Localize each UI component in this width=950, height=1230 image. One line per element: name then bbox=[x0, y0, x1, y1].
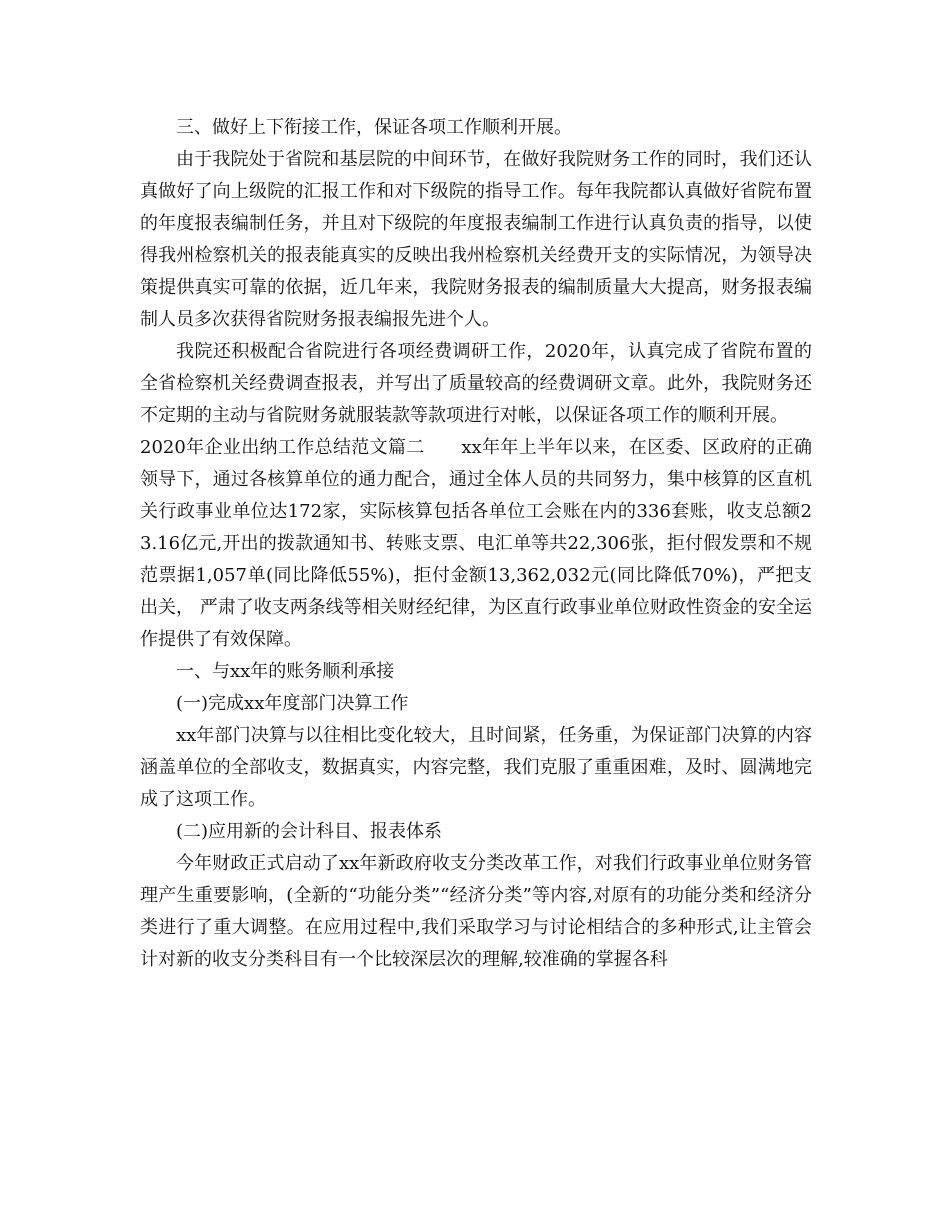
body-paragraph: 由于我院处于省院和基层院的中间环节，在做好我院财务工作的同时，我们还认真做好了向上级院的汇报工作和对下级院的指导工作。每年我院都认真做好省院布置的年度报表编制任务，并且对下级院的年度报表编制工作进行认真负责的指导，以使得我州检察机关的报表能真实的反映出我州检察机关经费开支的实际情况，为领导决策提供真实可靠的依据，近几年来，我院财务报表的编制质量大大提高，财务报表编制人员多次获得省院财务报表编报先进个人。 bbox=[140, 149, 812, 330]
body-paragraph: xx年部门决算与以往相比变化较大，且时间紧，任务重，为保证部门决算的内容涵盖单位的全部收支，数据真实，内容完整，我们克服了重重困难，及时、圆满地完成了这项工作。 bbox=[140, 725, 812, 810]
section-heading: 三、做好上下衔接工作，保证各项工作顺利开展。 bbox=[176, 117, 572, 138]
article-title-paragraph: 2020年企业出纳工作总结范文篇二 xx年年上半年以来，在区委、区政府的正确领导下，通过各核算单位的通力配合，通过全体人员的共同努力，集中核算的区直机关行政事业单位达172家，实际核算包括各单位工会账在内的336套账，收支总额23.16亿元,开出的拨款通知书、转账支票、电汇单等共22,306张，拒付假发票和不规范票据1,057单(同比降低55%)，拒付金额13,362,032元(同比降低70%)，严把支出关， 严肃了收支两条线等相关财经纪律，为区直行政事业单位财政性资金的安全运作提供了有效保障。 bbox=[140, 437, 812, 650]
section-heading: 一、与xx年的账务顺利承接 bbox=[176, 661, 395, 682]
body-paragraph: 今年财政正式启动了xx年新政府收支分类改革工作，对我们行政事业单位财务管理产生重要影响，(全新的“功能分类”“经济分类”等内容,对原有的功能分类和经济分类进行了重大调整。在应用过程中,我们采取学习与讨论相结合的多种形式,让主管会计对新的收支分类科目有一个比较深层次的理解,较准确的掌握各科 bbox=[140, 853, 812, 970]
subsection-heading: (一)完成xx年度部门决算工作 bbox=[176, 693, 409, 714]
subsection-heading: (二)应用新的会计科目、报表体系 bbox=[176, 821, 443, 842]
body-paragraph: 我院还积极配合省院进行各项经费调研工作，2020年，认真完成了省院布置的全省检察机关经费调查报表，并写出了质量较高的经费调研文章。此外，我院财务还不定期的主动与省院财务就服装款等款项进行对帐，以保证各项工作的顺利开展。 bbox=[140, 341, 812, 426]
document-page bbox=[140, 112, 812, 976]
